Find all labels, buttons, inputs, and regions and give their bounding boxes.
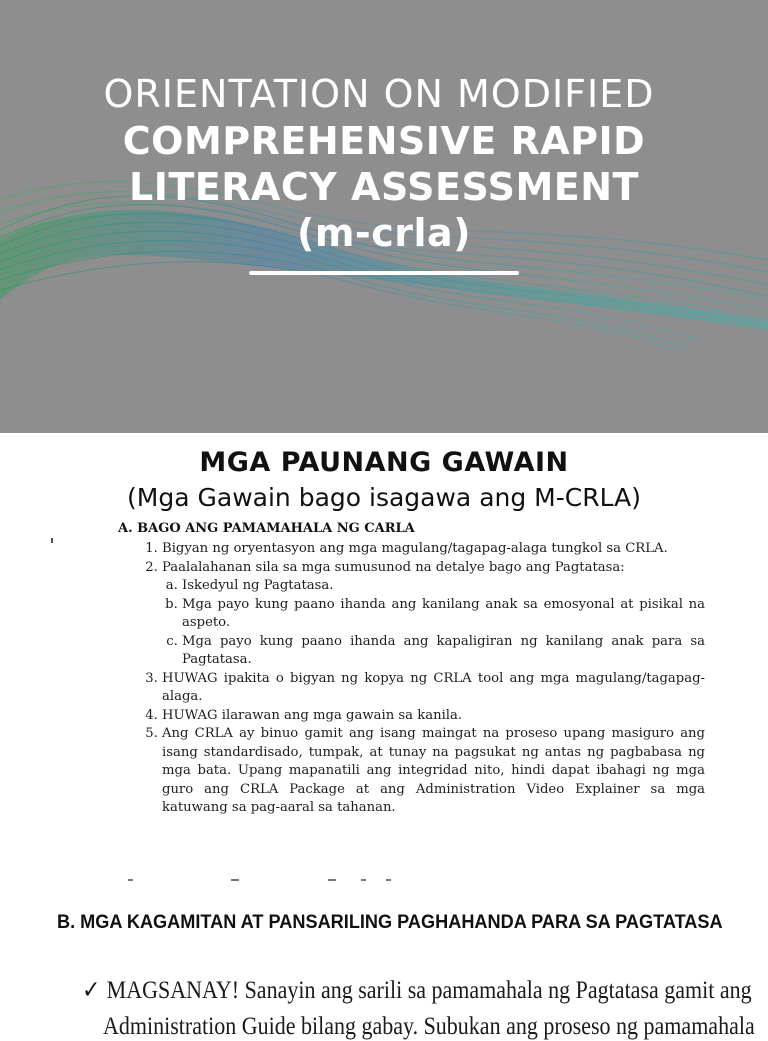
section-b-title: B. MGA KAGAMITAN AT PANSARILING PAGHAHANDA PARA SA PAGTATASA — [57, 911, 723, 933]
section-a-title: A. BAGO ANG PAMAMAHALA NG CARLA — [118, 521, 415, 536]
cover-title-line3: LITERACY ASSESSMENT — [129, 165, 639, 209]
title-underline — [249, 271, 519, 275]
sub-list-item: b. Mga payo kung paano ihanda ang kanilang anak sa emosyonal at pisikal na aspeto. — [182, 596, 705, 633]
check-item — [82, 975, 752, 1005]
document-page — [0, 433, 768, 1040]
page-break-dashes — [128, 879, 398, 882]
sub-list — [162, 577, 705, 670]
check-item-text: MAGSANAY! Sanayin ang sarili sa pamamahala ng Pagtatasa gamit ang — [106, 977, 752, 1004]
list-item: 4. HUWAG ilarawan ang mga gawain sa kanila. — [162, 707, 705, 726]
cover-title-line2: COMPREHENSIVE RAPID — [122, 119, 646, 163]
cover-title-line1: ORIENTATION ON MODIFIED — [103, 72, 655, 116]
section-a-list — [138, 540, 705, 818]
cover-title-line4: (m-crla) — [296, 211, 472, 255]
list-item: 3. HUWAG ipakita o bigyan ng kopya ng CRLA tool ang mga magulang/tagapag-alaga. — [162, 670, 705, 707]
checkmark-icon: ✓ — [82, 977, 101, 1004]
cover-slide — [0, 0, 768, 433]
cover-title-block — [0, 70, 768, 256]
list-item: 2. Paalalahanan sila sa mga sumusunod na detalye bago ang Pagtatasa: a. Iskedyul ng Pagtatasa. b. Mga payo kung paano ihanda ang kanilang anak sa emosyonal at pisikal na aspeto. c. Mga payo kung paano ihanda ang kapaligiran ng kanilang anak para sa Pagtatasa. — [162, 559, 705, 670]
margin-mark — [51, 538, 53, 543]
list-item: 5. Ang CRLA ay binuo gamit ang isang maingat na proseso upang masiguro ang isang standardisado, tumpak, at tunay na pagsukat ng antas ng pagbabasa ng mga bata. Upang mapanatili ang integridad nito, hindi dapat ibahagi ng mga guro ang CRLA Package at ang Administration Video Explainer sa mga katuwang sa pag-aaral sa tahanan. — [162, 725, 705, 818]
check-item-continuation: Administration Guide bilang gabay. Subukan ang proseso ng pamamahala — [103, 1013, 755, 1040]
sub-list-item: a. Iskedyul ng Pagtatasa. — [182, 577, 705, 596]
list-item: 1. Bigyan ng oryentasyon ang mga magulang/tagapag-alaga tungkol sa CRLA. — [162, 540, 705, 559]
document-subheading: (Mga Gawain bago isagawa ang M-CRLA) — [127, 483, 641, 512]
sub-list-item: c. Mga payo kung paano ihanda ang kapaligiran ng kanilang anak para sa Pagtatasa. — [182, 633, 705, 670]
document-heading: MGA PAUNANG GAWAIN — [199, 447, 569, 478]
